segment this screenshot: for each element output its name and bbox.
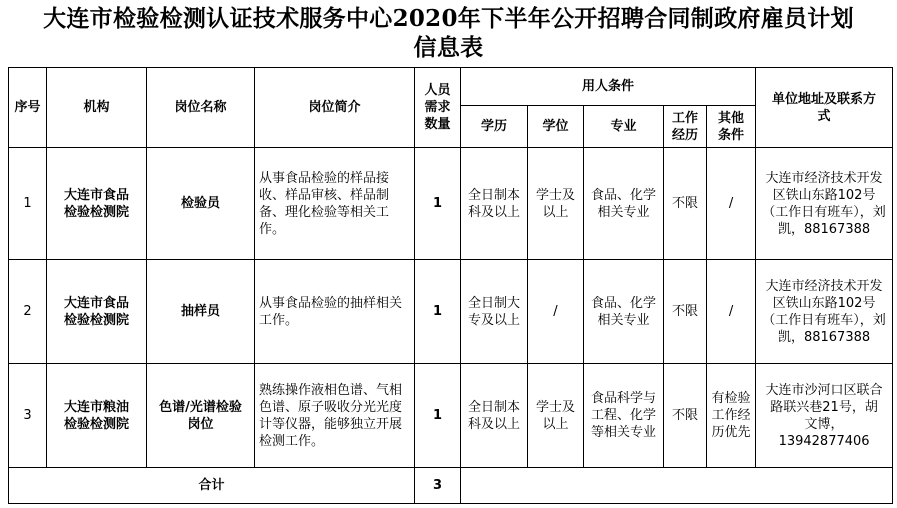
recruitment-table [8, 67, 893, 504]
total-label: 合计 [9, 468, 415, 504]
cell-contact: 大连市经济技术开发区铁山东路102号（工作日有班车），刘凯，88167388 [756, 148, 893, 260]
cell-degree: 学士及以上 [528, 148, 584, 260]
total-row [9, 468, 893, 504]
cell-seq: 1 [9, 148, 47, 260]
header-conditions: 用人条件 [461, 68, 756, 106]
cell-education: 全日制大专及以上 [461, 260, 528, 364]
cell-org: 大连市粮油检验检测院 [47, 364, 147, 468]
cell-experience: 不限 [664, 364, 707, 468]
cell-contact: 大连市经济技术开发区铁山东路102号（工作日有班车），刘凯，88167388 [756, 260, 893, 364]
cell-other: / [707, 260, 756, 364]
title-line-1: 大连市检验检测认证技术服务中心2020年下半年公开招聘合同制政府雇员计划 [43, 5, 854, 32]
cell-position: 色谱/光谱检验岗位 [147, 364, 255, 468]
cell-position: 检验员 [147, 148, 255, 260]
page-title [0, 4, 897, 62]
cell-major: 食品科学与工程、化学等相关专业 [584, 364, 664, 468]
cell-org: 大连市食品检验检测院 [47, 260, 147, 364]
table-row [9, 148, 893, 260]
header-experience: 工作经历 [664, 106, 707, 148]
header-desc: 岗位简介 [255, 68, 415, 148]
cell-contact: 大连市沙河口区联合路联兴巷21号，胡文博，13942877406 [756, 364, 893, 468]
header-degree: 学位 [528, 106, 584, 148]
cell-count: 1 [415, 364, 461, 468]
header-org: 机构 [47, 68, 147, 148]
cell-seq: 2 [9, 260, 47, 364]
cell-count: 1 [415, 148, 461, 260]
cell-major: 食品、化学相关专业 [584, 260, 664, 364]
cell-education: 全日制本科及以上 [461, 364, 528, 468]
cell-degree: 学士及以上 [528, 364, 584, 468]
cell-desc: 熟练操作液相色谱、气相色谱、原子吸收分光光度计等仪器，能够独立开展检测工作。 [255, 364, 415, 468]
cell-other: 有检验工作经历优先 [707, 364, 756, 468]
cell-position: 抽样员 [147, 260, 255, 364]
header-seq: 序号 [9, 68, 47, 148]
cell-org: 大连市食品检验检测院 [47, 148, 147, 260]
total-empty [461, 468, 893, 504]
table-row [9, 364, 893, 468]
cell-seq: 3 [9, 364, 47, 468]
header-count: 人员需求数量 [415, 68, 461, 148]
cell-major: 食品、化学相关专业 [584, 148, 664, 260]
cell-desc: 从事食品检验的样品接收、样品审核、样品制备、理化检验等相关工作。 [255, 148, 415, 260]
cell-other: / [707, 148, 756, 260]
cell-experience: 不限 [664, 260, 707, 364]
cell-experience: 不限 [664, 148, 707, 260]
header-other: 其他条件 [707, 106, 756, 148]
header-education: 学历 [461, 106, 528, 148]
cell-degree: / [528, 260, 584, 364]
cell-education: 全日制本科及以上 [461, 148, 528, 260]
cell-desc: 从事食品检验的抽样相关工作。 [255, 260, 415, 364]
header-position: 岗位名称 [147, 68, 255, 148]
table-row [9, 260, 893, 364]
cell-count: 1 [415, 260, 461, 364]
total-count: 3 [415, 468, 461, 504]
header-contact: 单位地址及联系方式 [756, 68, 893, 148]
title-line-2: 信息表 [413, 34, 484, 61]
header-major: 专业 [584, 106, 664, 148]
